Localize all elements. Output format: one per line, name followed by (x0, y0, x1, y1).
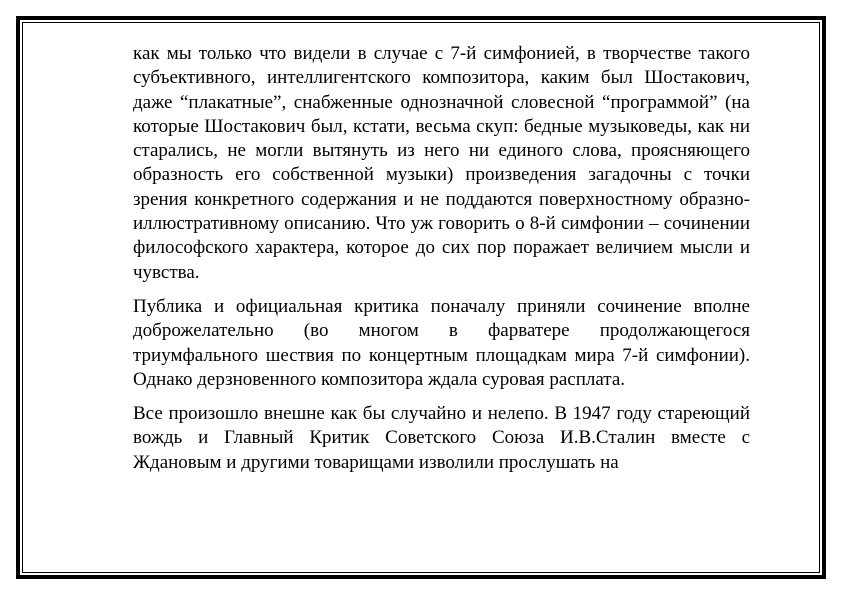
paragraph-3: Все произошло внешне как бы случайно и нелепо. В 1947 году стареющий вождь и Главный Критик Советского Союза И.В.Сталин вместе с Ждановым и другими товарищами изволили прослушать на (133, 403, 750, 473)
paragraph-1: как мы только что видели в случае с 7-й симфонией, в творчестве такого субъективного, интеллигентского композитора, каким был Шостакович, даже “плакатные”, снабженные однозначной словесной “программой” (на которые Шостакович был, кстати, весьма скуп: бедные музыковеды, как ни старались, не могли вытянуть из него ни единого слова, проясняющего образность его собственной музыки) произведения загадочны с точки зрения конкретного содержания и не поддаются поверхностному образно-иллюстративному описанию. Что уж говорить о 8-й симфонии – сочинении философского характера, которое до сих пор поражает величием мысли и чувства. (133, 43, 750, 283)
paragraph-2: Публика и официальная критика поначалу приняли сочинение вполне доброжелательно (во многом в фарватере продолжающегося триумфального шествия по концертным площадкам мира 7-й симфонии). Однако дерзновенного композитора ждала суровая расплата. (133, 295, 750, 390)
document-body (133, 42, 750, 485)
